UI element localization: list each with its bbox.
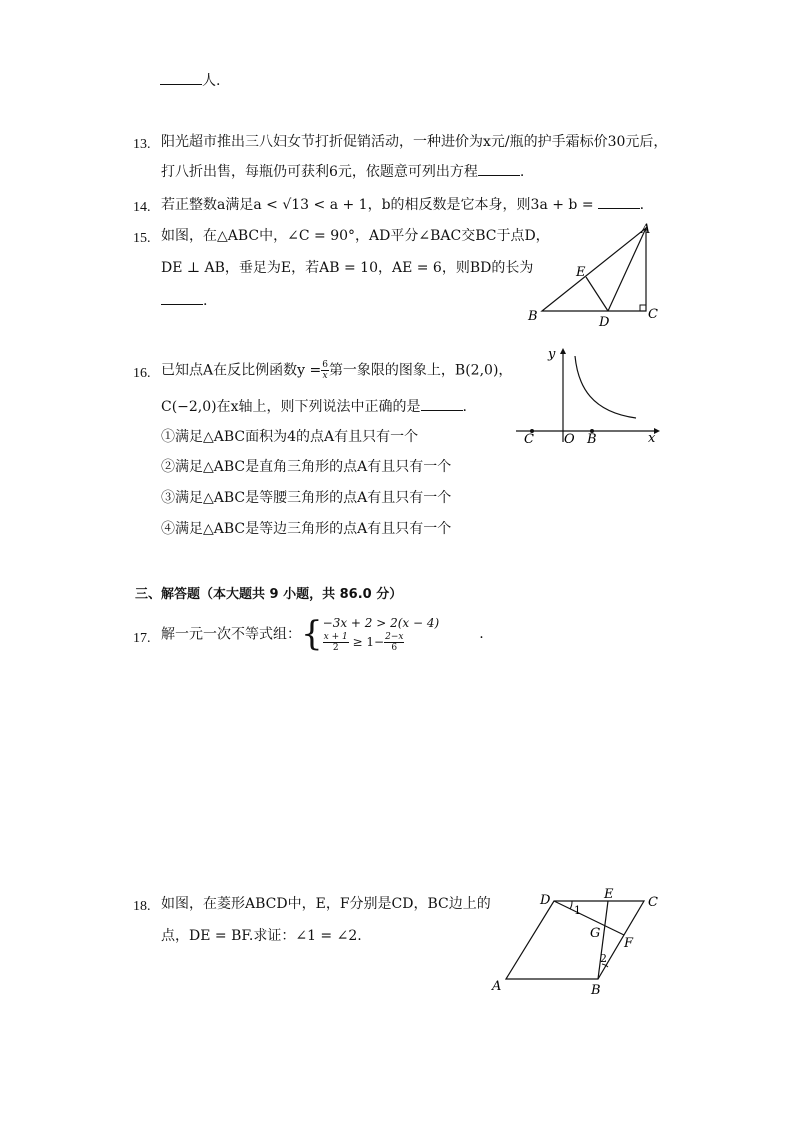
q13-line2: 打八折出售，每瓶仍可获利6元，依题意可列出方程 .	[161, 161, 524, 182]
label-angle-2: 2	[600, 952, 607, 965]
label-f: F	[624, 936, 634, 951]
q16-option-1: ①满足△ABC面积为4的点A有且只有一个	[161, 429, 419, 445]
q17-number: 17.	[133, 631, 151, 646]
q18-number: 18.	[133, 899, 151, 914]
q16-line1	[161, 360, 512, 381]
inequality-2: $\frac{x + 1}{2}$ ≥ 1− $\frac{2-x}{6}$	[323, 632, 404, 653]
label-d: D	[599, 315, 610, 328]
q13-number: 13.	[133, 137, 151, 152]
segment-df	[554, 901, 624, 935]
figure-18-rhombus	[488, 884, 664, 1000]
fraction-6-over-x: $\frac{6}{x}$	[322, 360, 328, 381]
q18-line2: 点，DE = BF.求证：∠1 = ∠2.	[161, 928, 362, 944]
q15-line1: 如图，在△ABC中，∠C = 90°，AD平分∠BAC交BC于点D，	[161, 228, 550, 244]
inequality-system	[323, 614, 440, 653]
label-e: E	[576, 265, 586, 280]
label-d: D	[540, 893, 551, 908]
q13-line2-text: 打八折出售，每瓶仍可获利6元，依题意可列出方程	[161, 164, 478, 180]
figure-15-triangle	[520, 218, 670, 328]
label-a: A	[492, 979, 502, 994]
q13-line1: 阳光超市推出三八妇女节打折促销活动，一种进价为x元/瓶的护手霜标价30元后，	[161, 134, 668, 150]
answer-blank	[598, 194, 640, 209]
q16-line2: C(−2,0)在x轴上，则下列说法中正确的是 .	[161, 396, 467, 417]
answer-blank	[478, 161, 520, 176]
q16-number: 16.	[133, 366, 151, 381]
hyperbola-curve	[575, 356, 636, 418]
triangle-abc	[542, 228, 646, 311]
q14-text: 若正整数a满足a < √13 < a + 1，b的相反数是它本身，则3a + b =	[161, 197, 594, 213]
fragment-tail: 人.	[202, 73, 221, 89]
right-angle-mark	[640, 305, 646, 311]
q16-option-3: ③满足△ABC是等腰三角形的点A有且只有一个	[161, 490, 452, 506]
answer-blank	[161, 290, 203, 305]
label-x: x	[648, 431, 656, 446]
answer-blank	[421, 396, 463, 411]
q17-content: 解一元一次不等式组：{ −3x + 2 > 2(x − 4) $\frac{x + 1}{2}$ ≥ 1− $\frac{2-x}{6}$ .	[161, 613, 484, 654]
figure-16-graph	[512, 342, 662, 447]
q17-lead: 解一元一次不等式组：	[161, 626, 301, 643]
q18-line1: 如图，在菱形ABCD中，E，F分别是CD，BC边上的	[161, 896, 491, 912]
label-o: O	[564, 432, 575, 447]
inequality-1: −3x + 2 > 2(x − 4)	[322, 616, 440, 630]
label-c: C	[524, 432, 534, 447]
top-fragment	[160, 70, 220, 91]
q16-text-a: 已知点A在反比例函数y =	[161, 362, 322, 379]
section-3-title: 三、解答题（本大题共 9 小题，共 86.0 分）	[135, 587, 403, 602]
q16-option-2: ②满足△ABC是直角三角形的点A有且只有一个	[161, 459, 452, 475]
q16-text-b: 第一象限的图象上，B(2,0)，	[328, 362, 513, 379]
system-brace: {	[301, 613, 323, 654]
q16-option-4: ④满足△ABC是等边三角形的点A有且只有一个	[161, 521, 452, 537]
q16-line2-text: C(−2,0)在x轴上，则下列说法中正确的是	[161, 399, 421, 415]
segment-de	[586, 277, 608, 311]
label-y: y	[548, 347, 556, 362]
label-angle-1: 1	[574, 904, 581, 917]
label-c: C	[648, 895, 658, 910]
label-e: E	[604, 887, 614, 902]
label-b: B	[528, 309, 538, 324]
label-c: C	[648, 307, 658, 322]
label-b: B	[591, 983, 601, 998]
angle-1-arc	[570, 901, 572, 909]
q14-number: 14.	[133, 200, 151, 215]
q15-number: 15.	[133, 231, 151, 246]
label-a: A	[641, 222, 651, 237]
segment-ad	[608, 228, 646, 311]
y-axis-arrow	[560, 348, 566, 354]
q14-line: 若正整数a满足a < √13 < a + 1，b的相反数是它本身，则3a + b = .	[161, 194, 644, 215]
label-b: B	[587, 432, 597, 447]
answer-blank	[160, 70, 202, 85]
q15-line2: DE ⊥ AB，垂足为E，若AB = 10，AE = 6，则BD的长为	[161, 260, 534, 276]
q15-line3: .	[161, 290, 207, 311]
label-g: G	[590, 926, 601, 941]
